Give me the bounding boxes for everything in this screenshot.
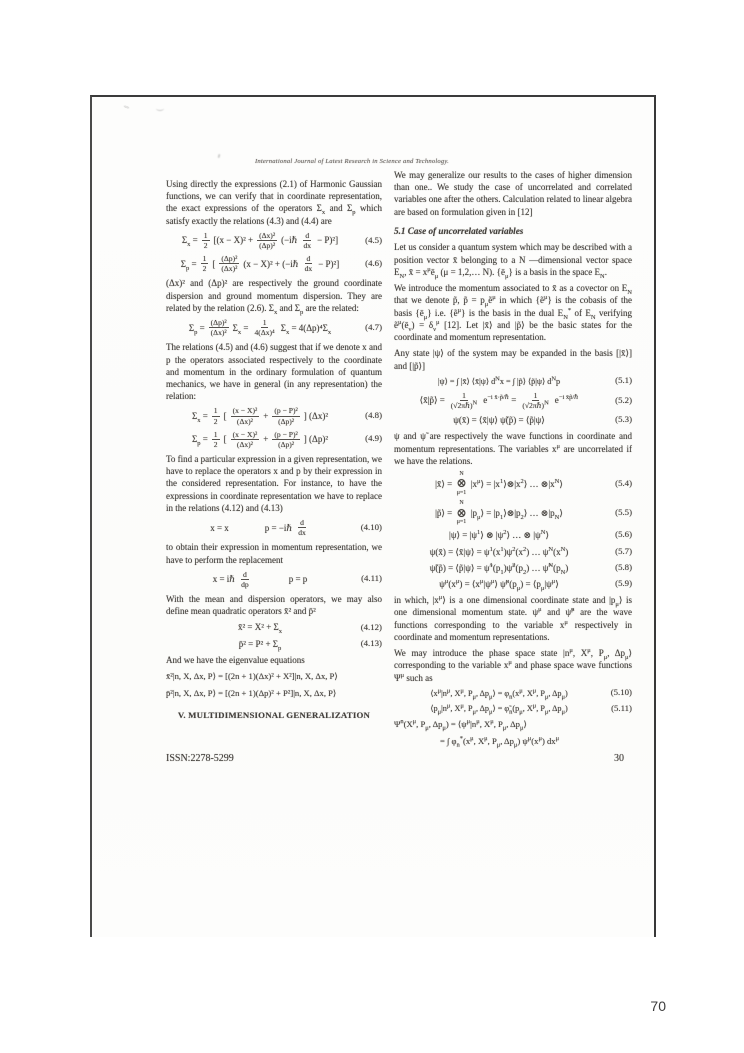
fraction: $\frac{1}{2}$ <box>202 254 207 274</box>
fraction: $\frac{\text{(Δp)²}}{\text{(Δx)²}}$ <box>221 254 238 274</box>
equation-5-4 <box>394 471 632 496</box>
eq-segment: ψ(x̄) = ⟨x̄|ψ⟩ = $\psi^1(x^1)\psi^2(x^2)$ … $\psi^N(x^N)$ <box>429 545 569 557</box>
equation-4-7 <box>166 318 382 337</box>
scanned-journal-page <box>90 95 656 937</box>
fraction: $\frac{d}{dx}$ <box>298 518 306 538</box>
fraction: $\frac{1}{(√2\pi\hbar)^N}$ <box>450 390 478 411</box>
scan-page-number: 30 <box>614 753 624 764</box>
equation-5-6 <box>394 529 632 541</box>
eq-segment: [ <box>212 258 216 269</box>
eq-segment: ψ(x̄) = ⟨x̄|ψ⟩ ψ̃(p̃) = ⟨p̃|ψ⟩ <box>453 415 545 426</box>
phase-space-wavefunction-equation-continued: = ∫ $\varphi_n^*(x^\mu$, $X^\mu$, $P_\mu$, $\Delta p_\mu$) $\psi^\mu(x^\mu)$ $dx^\mu$ <box>440 735 560 749</box>
fraction: $\frac{\text{(x − X)²}}{\text{(Δx)²}}$ <box>232 429 258 449</box>
issn-label: ISSN:2278-5299 <box>166 753 234 764</box>
equation-number: (4.10) <box>360 521 382 532</box>
equation-number: (5.4) <box>615 477 632 488</box>
eq-segment: p̄² = $P^2 + \Sigma_p$ <box>238 638 282 652</box>
paragraph: The relations (4.5) and (4.6) suggest that if we denote x and p the operators associated respectively to the coordinate and momentum in the ordinary formulation of quantum mechanics, we have in general (in any representation) the relation: <box>166 342 382 402</box>
equation-5-1 <box>394 376 632 387</box>
tensor-product-operator: N ⊗ μ=1 <box>456 471 467 496</box>
phase-space-wavefunction-equation: $\Psi^n(X^\mu$, $P_\mu$, $\Delta p_\mu$) = $⟨\psi^\mu|n^\mu$, $X^\mu$, $P_\mu$, $\Delta p_\mu⟩$ <box>394 718 527 732</box>
equation-number: (5.5) <box>615 506 632 517</box>
fraction: $\frac{1}{2}$ <box>203 230 208 251</box>
scan-footer <box>166 753 624 764</box>
eq-segment: + <box>263 410 269 421</box>
eq-segment: $|x^\mu⟩$ = $|x^1⟩\otimes|x^2⟩$ … $\otimes|x^N⟩$ <box>470 477 563 489</box>
eq-segment: x̄² = $X^2 + \Sigma_x$ <box>237 622 283 636</box>
paragraph: Let us consider a quantum system which may be described with a position vector x̄ belonging to a N —dimensional vector space $E_N$, x̄ = $x^\mu ē_\mu$ (μ = 1,2,… N). $\{ē_\mu\}$ is a basis in the space $E_N$. <box>394 242 632 280</box>
equation-5-2 <box>394 391 632 410</box>
eq-segment: $e^{-i x̄p̃/\hbar}$ <box>554 394 579 406</box>
eq-segment: $\psi^\mu(x^\mu)$ = $⟨x^\mu|\psi^\mu⟩$ $\psĩ^\mu(p_\mu)$ = $⟨p_\mu|\psi^\mu⟩$ <box>439 578 559 592</box>
journal-header: International Journal of Latest Research in Science and Technology. <box>254 158 450 165</box>
equation-4-5 <box>166 231 382 250</box>
fraction: $\frac{\text{(Δx)²}}{\text{(Δp)²}}$ <box>259 230 276 251</box>
eq-segment: (−iℏ <box>281 235 298 246</box>
equation-4-9 <box>166 430 382 449</box>
section-heading-multidimensional-generalization: V. MULTIDIMENSIONAL GENERALIZATION <box>177 709 371 720</box>
equation-number: (5.1) <box>615 375 632 386</box>
fraction: $\frac{d}{dx}$ <box>303 230 312 251</box>
eq-segment: x = x <box>210 522 229 533</box>
equation-4-11 <box>166 570 382 589</box>
eq-lhs: $\Sigma_x$ = <box>191 410 208 424</box>
equation-number: (5.11) <box>611 702 632 713</box>
eq-segment: $\Sigma_x$ = <box>232 322 249 336</box>
fraction: $\frac{1}{2}$ <box>213 429 218 449</box>
equation-number: (5.3) <box>615 414 632 425</box>
eq-lhs: |x̄⟩ = <box>435 478 453 489</box>
equation-number: (5.8) <box>615 561 632 572</box>
eq-segment: x = iℏ <box>212 574 236 585</box>
tensor-product-operator: N ⊗ μ=1 <box>456 500 467 525</box>
paragraph: ψ and ψ̃ are respectively the wave functions in coordinate and momentum representations. The variables $x^\mu$ are uncorrelated if we have the relations. <box>394 431 632 466</box>
fraction: $\frac{1}{2}$ <box>213 406 218 426</box>
equation-number: (4.6) <box>365 257 382 268</box>
eq-segment: $|p_\mu⟩$ = $|p_1⟩\otimes|p_2⟩$ … $\otimes|p_N⟩$ <box>470 507 563 521</box>
equation-number: (4.5) <box>365 234 382 245</box>
equation-5-5 <box>394 500 632 525</box>
paragraph: Any state |ψ⟩ of the system may be expanded in the basis [|x̄⟩] and [|p̃⟩] <box>394 348 632 371</box>
paragraph: (Δx)² and (Δp)² are respectively the ground coordinate dispersion and ground momentum dispersion. They are related by the relation (2.6). $\Sigma_x$ and $\Sigma_p$ are the related: <box>166 278 382 316</box>
equation-4-12 <box>166 621 382 636</box>
fraction: $\frac{d}{dx}$ <box>304 254 313 274</box>
column-left <box>166 169 382 753</box>
eq-segment: $\Sigma_x = 4(\Delta p)^4\Sigma_x$ <box>280 322 332 336</box>
equation-number: (4.11) <box>361 573 382 584</box>
eq-lhs: $\Sigma_p$ = <box>180 258 197 272</box>
eq-segment: $⟨x^\mu|n^\mu$, $X^\mu$, $P_\mu$, $\Delta p_\mu⟩ = \varphi_n(x^\mu$, $X^\mu$, $P_\mu$, $\Delta p_\mu$) <box>430 687 568 701</box>
paragraph: To find a particular expression in a given representation, we have to replace the operators x and p by their expression in the considered representation. For instance, to have the expressions in coordinate representation we have to replace in the relations (4.12) and (4.13) <box>166 453 382 513</box>
eq-lhs: $\Sigma_p$ = <box>188 322 205 336</box>
two-column-body <box>166 169 632 753</box>
equation-4-8 <box>166 406 382 425</box>
eq-segment: [ <box>223 434 227 445</box>
equation-5-10 <box>394 688 632 699</box>
eigenvalue-equation-p: p̄²|n, X, Δx, P⟩ = [(2n + 1)(Δp)² + P²]|n, X, Δx, P⟩ <box>166 687 337 698</box>
eq-segment: + <box>263 434 269 445</box>
equation-5-7 <box>394 546 632 558</box>
fraction: $\frac{\text{(Δp)²}}{\text{(Δx)²}}$ <box>210 318 227 338</box>
eq-segment: |ψ⟩ = $|\psi^1⟩$ ⊗ $|\psi^2⟩$ … ⊗ $|\psi^N⟩$ <box>449 529 549 541</box>
eq-segment: − P)²] <box>318 258 340 269</box>
paragraph: in which, $|x^\mu⟩$ is a one dimensional coordinate state and $|p_\mu⟩$ is one dimensional momentum state. $\psi^\mu$ and ψ̃$^\mu$ are the wave functions corresponding to the variable $x^\mu$ respectively in coordinate and momentum representations. <box>394 594 632 642</box>
equation-number: (5.2) <box>615 394 632 405</box>
eq-segment: [(x − X)² + <box>213 235 254 246</box>
fraction: $\frac{d}{dp}$ <box>241 569 249 589</box>
eq-segment: $e^{-i x̄\cdot p̃/\hbar}$ = <box>483 394 517 406</box>
eq-segment: ] (Δx)² <box>303 410 329 421</box>
equation-5-11 <box>394 703 632 714</box>
equation-number: (4.9) <box>365 433 382 444</box>
paragraph: We may generalize our results to the cases of higher dimension than one.. We study the case of uncorrelated and correlated variables one after the others. Calculation related to linear algebra are based on formulation given in [12] <box>394 170 632 217</box>
eq-lhs: ⟨x̄|p̃⟩ = <box>419 395 445 406</box>
eq-segment: |ψ⟩ = ∫ |x̄⟩ ⟨x̄|ψ⟩ $d^Nx$ = ∫ |p̃⟩ ⟨p̃|ψ⟩ $d^Np$ <box>437 375 561 386</box>
equation-number: (5.9) <box>615 578 632 589</box>
equation-number: (4.13) <box>360 637 382 648</box>
scan-smudge <box>124 105 129 109</box>
subsection-heading-5-1: 5.1 Case of uncorrelated variables <box>394 225 524 236</box>
eq-lhs: $\Sigma_x$ = <box>181 235 198 249</box>
eq-segment: p = p <box>288 574 308 585</box>
equation-number: (4.8) <box>365 410 382 421</box>
eq-segment: [ <box>223 410 227 421</box>
fraction: $\frac{\text{(x − X)²}}{\text{(Δx)²}}$ <box>232 406 258 426</box>
column-right <box>394 169 632 753</box>
fraction: $\frac{\text{(p − P)²}}{\text{(Δp)²}}$ <box>274 429 298 449</box>
equation-4-6 <box>166 254 382 273</box>
paragraph: Using directly the expressions (2.1) of Harmonic Gaussian functions, we can verify that in coordinate representation, the exact expressions of the operators $\Sigma_x$ and $\Sigma_p$ which satisfy exactly the relations (4.3) and (4.4) are <box>166 179 382 226</box>
eq-lhs: $\Sigma_p$ = <box>191 434 208 447</box>
equation-number: (5.7) <box>615 545 632 556</box>
equation-4-13 <box>166 638 382 650</box>
eigenvalue-equation-x: x̄²|n, X, Δx, P⟩ = [(2n + 1)(Δx)² + X²]|n, X, Δx, P⟩ <box>166 671 338 682</box>
equation-5-3 <box>394 414 632 426</box>
eq-segment: (x − X)² + (−iℏ <box>243 258 299 269</box>
equation-5-8 <box>394 562 632 574</box>
equation-4-10 <box>166 518 382 537</box>
equation-number: (5.6) <box>615 529 632 540</box>
fraction: $\frac{1}{\text{4(Δx)⁴}}$ <box>254 318 275 338</box>
paragraph: We introduce the momentum associated to x̄ as a covector on $E_N$ that we denote p̃, p̃ = $p_\mu ẽ^\mu$ in which {ẽ$^\mu$} is the cobasis of the basis $\{ē_\mu\}$ i.e. {ẽ$^\mu$} is the basis in the dual $E_N^*$ of $E_N$ verifying $ẽ^\mu(ē_\nu) = \delta_\nu^\mu$ [12]. Let |x̄⟩ and |p̃⟩ be the basic states for the coordinate and momentum representation. <box>394 283 633 343</box>
eq-segment: p = −iℏ <box>264 522 293 533</box>
scan-smudge <box>156 106 164 111</box>
paragraph: And we have the eigenvalue equations <box>166 654 305 665</box>
paragraph: With the mean and dispersion operators, we may also define mean quadratic operators x̄² and p̄² <box>166 593 382 617</box>
eq-segment: − P)²] <box>317 235 339 246</box>
document-page-number: 70 <box>650 998 666 1014</box>
fraction: $\frac{\text{(p − P)²}}{\text{(Δp)²}}$ <box>274 406 298 426</box>
equation-number: (5.10) <box>610 687 632 698</box>
equation-number: (4.7) <box>365 321 382 332</box>
eq-segment: ψ̃(p̃) = ⟨p̃|ψ⟩ = $\psĩ^1(p_1)\psĩ^2(p_2)$ … $\psĩ^N(p_N)$ <box>429 561 569 576</box>
equation-5-9 <box>394 578 632 590</box>
eq-lhs: |p̃⟩ = <box>435 507 453 518</box>
eq-segment: $⟨p_\mu|n^\mu$, $X^\mu$, $P_\mu$, $\Delta p_\mu⟩$ = $\varphĩ_n(p_\mu$, $X^\mu$, $P_\mu$, $\Delta p_\mu$) <box>430 702 568 716</box>
equation-number: (4.12) <box>360 621 382 632</box>
eq-segment: ] (Δp)² <box>303 434 329 445</box>
fraction: $\frac{1}{(√2\pi\hbar)^N}$ <box>522 390 549 411</box>
paragraph: We may introduce the phase space state $|n^\mu$, $X^\mu$, $P_\mu$, $\Delta p_\mu⟩$ corresponding to the variable $x^\mu$ and phase space wave functions $\Psi^\mu$ such as <box>394 647 632 683</box>
paragraph: to obtain their expression in momentum representation, we have to perform the replacement <box>166 542 382 565</box>
